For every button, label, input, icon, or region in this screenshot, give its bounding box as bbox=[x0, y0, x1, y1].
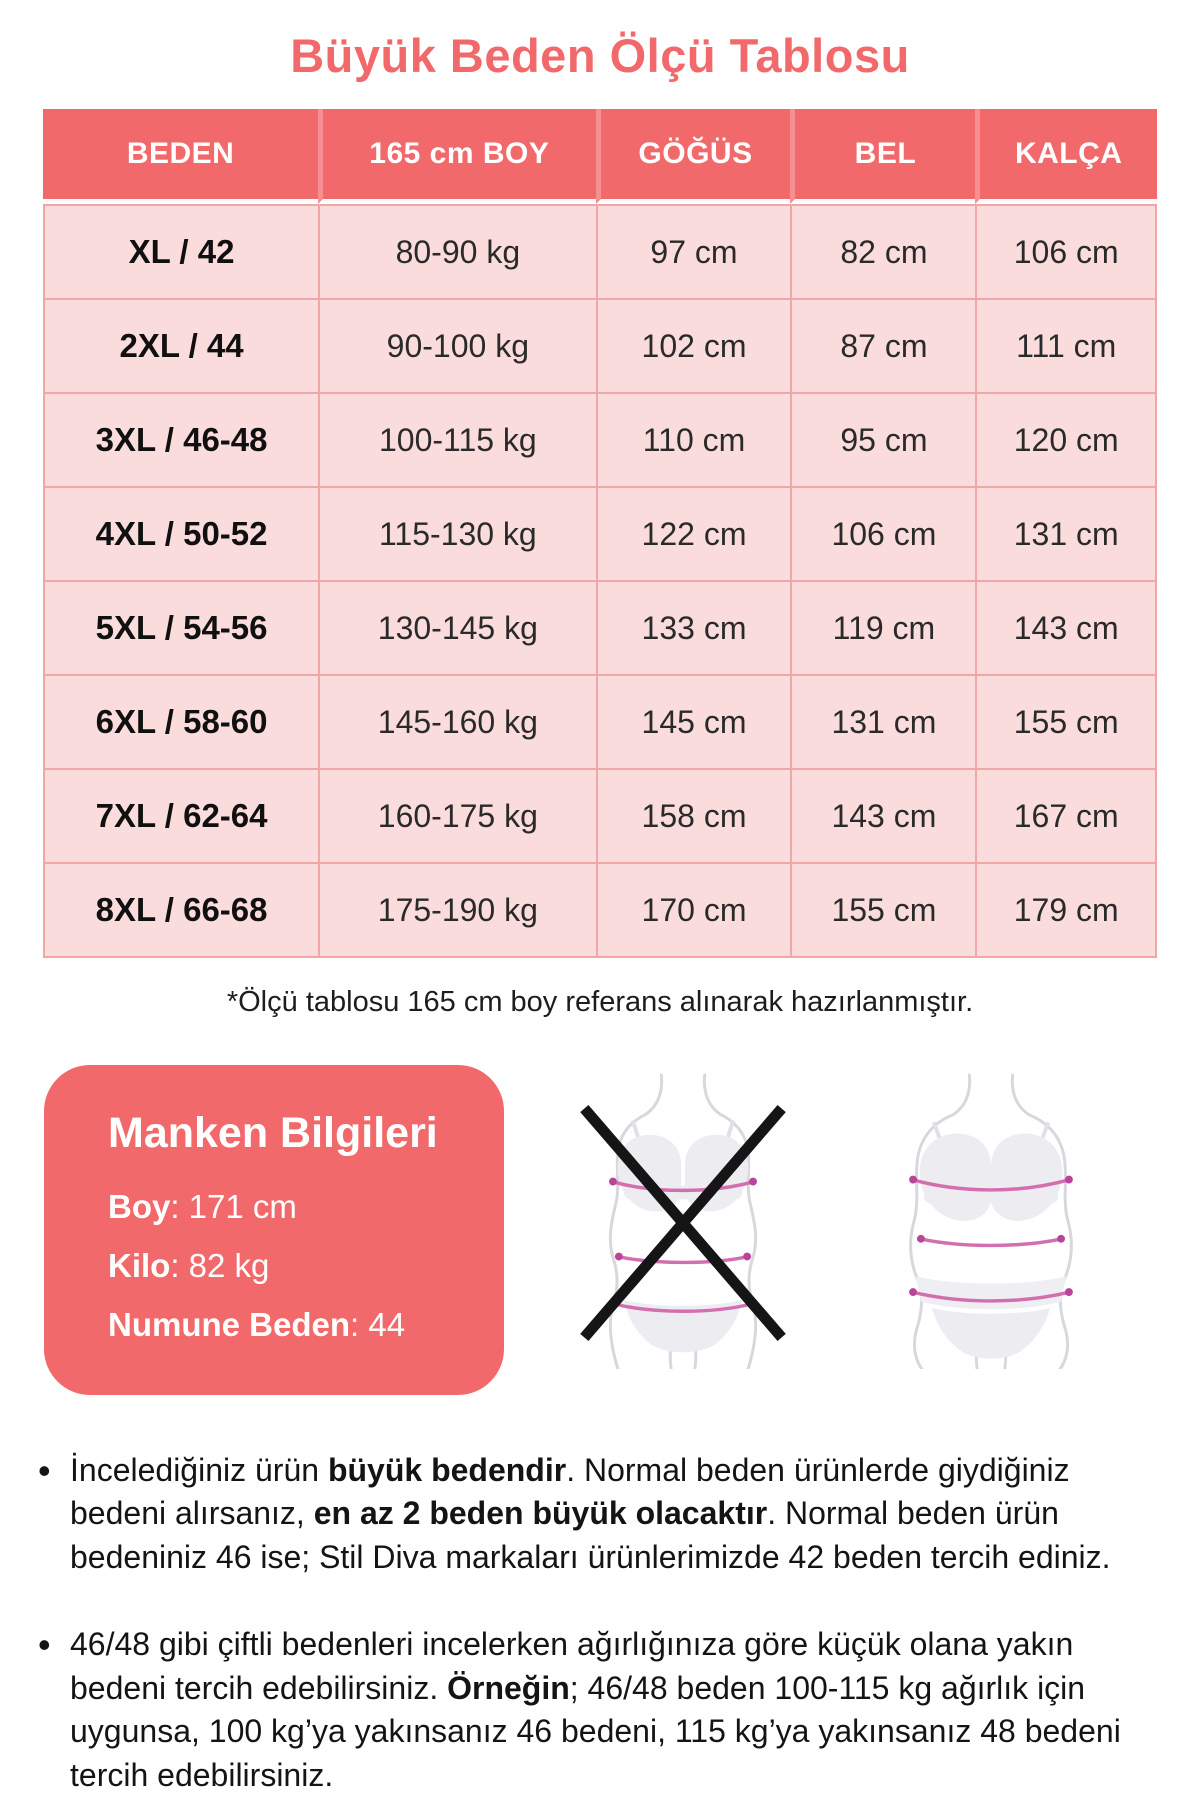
note-item: • İncelediğiniz ürün büyük bedendir. Normal beden ürünlerde giydiğiniz bedeni alırsanız, en az 2 beden büyük olacaktır. Normal beden ürün bedeniniz 46 ise; Stil Diva markaları ürünlerimizde 42 beden tercih ediniz. bbox=[36, 1449, 1170, 1580]
model-info-box bbox=[44, 1065, 504, 1395]
waist-line bbox=[920, 1239, 1062, 1246]
measurement-cell: 102 cm bbox=[596, 298, 791, 392]
measurement-cell: 111 cm bbox=[975, 298, 1157, 392]
size-label-cell: 6XL / 58-60 bbox=[43, 674, 318, 768]
table-row bbox=[43, 768, 1157, 862]
column-header-bel: BEL bbox=[790, 109, 975, 204]
column-header-gogus: GÖĞÜS bbox=[596, 109, 791, 204]
measurement-cell: 106 cm bbox=[790, 486, 975, 580]
table-row bbox=[43, 862, 1157, 958]
measurement-cell: 175-190 kg bbox=[318, 862, 595, 958]
x-cross-icon bbox=[584, 1109, 781, 1338]
table-row bbox=[43, 392, 1157, 486]
model-info-line: Numune Beden: 44 bbox=[108, 1306, 406, 1344]
measurement-cell: 145 cm bbox=[596, 674, 791, 768]
measurement-cell: 80-90 kg bbox=[318, 204, 595, 298]
measurement-cell: 100-115 kg bbox=[318, 392, 595, 486]
measurement-cell: 130-145 kg bbox=[318, 580, 595, 674]
measurement-cell: 90-100 kg bbox=[318, 298, 595, 392]
sizing-notes bbox=[36, 1449, 1170, 1798]
table-row bbox=[43, 298, 1157, 392]
plus-size-body-measurements-icon bbox=[862, 1073, 1120, 1369]
table-row bbox=[43, 674, 1157, 768]
hip-band bbox=[916, 1276, 1066, 1309]
size-label-cell: XL / 42 bbox=[43, 204, 318, 298]
panty bbox=[932, 1308, 1050, 1359]
model-info-lines bbox=[108, 1186, 454, 1347]
slim-body-measurements-crossed-icon bbox=[554, 1073, 812, 1369]
measurement-cell: 155 cm bbox=[975, 674, 1157, 768]
size-label-cell: 4XL / 50-52 bbox=[43, 486, 318, 580]
measurement-cell: 179 cm bbox=[975, 862, 1157, 958]
measurement-cell: 110 cm bbox=[596, 392, 791, 486]
measurement-cell: 119 cm bbox=[790, 580, 975, 674]
measurement-cell: 95 cm bbox=[790, 392, 975, 486]
measurement-cell: 87 cm bbox=[790, 298, 975, 392]
measurement-cell: 143 cm bbox=[790, 768, 975, 862]
measurement-cell: 106 cm bbox=[975, 204, 1157, 298]
measurement-cell: 131 cm bbox=[790, 674, 975, 768]
measurement-cell: 82 cm bbox=[790, 204, 975, 298]
measurement-cell: 122 cm bbox=[596, 486, 791, 580]
measurement-cell: 133 cm bbox=[596, 580, 791, 674]
measurement-cell: 115-130 kg bbox=[318, 486, 595, 580]
model-info-section bbox=[44, 1065, 1170, 1395]
measurement-cell: 145-160 kg bbox=[318, 674, 595, 768]
size-table-header-row bbox=[43, 109, 1157, 204]
slim-body-figure bbox=[554, 1073, 812, 1369]
measurement-cell: 170 cm bbox=[596, 862, 791, 958]
measurement-cell: 167 cm bbox=[975, 768, 1157, 862]
measurement-cell: 160-175 kg bbox=[318, 768, 595, 862]
page-title: Büyük Beden Ölçü Tablosu bbox=[290, 29, 910, 82]
table-footnote: *Ölçü tablosu 165 cm boy referans alınarak hazırlanmıştır. bbox=[226, 986, 974, 1018]
size-label-cell: 8XL / 66-68 bbox=[43, 862, 318, 958]
measurement-cell: 97 cm bbox=[596, 204, 791, 298]
size-label-cell: 2XL / 44 bbox=[43, 298, 318, 392]
table-row bbox=[43, 580, 1157, 674]
column-header-beden: BEDEN bbox=[43, 109, 318, 204]
size-table bbox=[43, 109, 1157, 958]
column-header-boy: 165 cm BOY bbox=[318, 109, 595, 204]
size-label-cell: 3XL / 46-48 bbox=[43, 392, 318, 486]
size-label-cell: 5XL / 54-56 bbox=[43, 580, 318, 674]
model-info-line: Kilo: 82 kg bbox=[108, 1247, 270, 1285]
model-info-title: Manken Bilgileri bbox=[108, 1109, 438, 1157]
measurement-cell: 143 cm bbox=[975, 580, 1157, 674]
table-row bbox=[43, 204, 1157, 298]
measurement-cell: 120 cm bbox=[975, 392, 1157, 486]
bra bbox=[920, 1134, 1062, 1221]
column-header-kalca: KALÇA bbox=[975, 109, 1157, 204]
plus-body-figure bbox=[862, 1073, 1120, 1369]
measurement-cell: 131 cm bbox=[975, 486, 1157, 580]
size-label-cell: 7XL / 62-64 bbox=[43, 768, 318, 862]
table-row bbox=[43, 486, 1157, 580]
body-figures bbox=[504, 1065, 1170, 1369]
model-info-line: Boy: 171 cm bbox=[108, 1188, 297, 1225]
measurement-cell: 158 cm bbox=[596, 768, 791, 862]
note-item: • 46/48 gibi çiftli bedenleri incelerken ağırlığınıza göre küçük olana yakın bedeni tercih edebilirsiniz. Örneğin; 46/48 beden 100-115 kg ağırlık için uygunsa, 100 kg’ya yakınsanız 46 bedeni, 115 kg’ya yakınsanız 48 bedeni tercih edebilirsiniz. bbox=[36, 1623, 1170, 1797]
waist-line bbox=[618, 1257, 748, 1263]
measurement-cell: 155 cm bbox=[790, 862, 975, 958]
